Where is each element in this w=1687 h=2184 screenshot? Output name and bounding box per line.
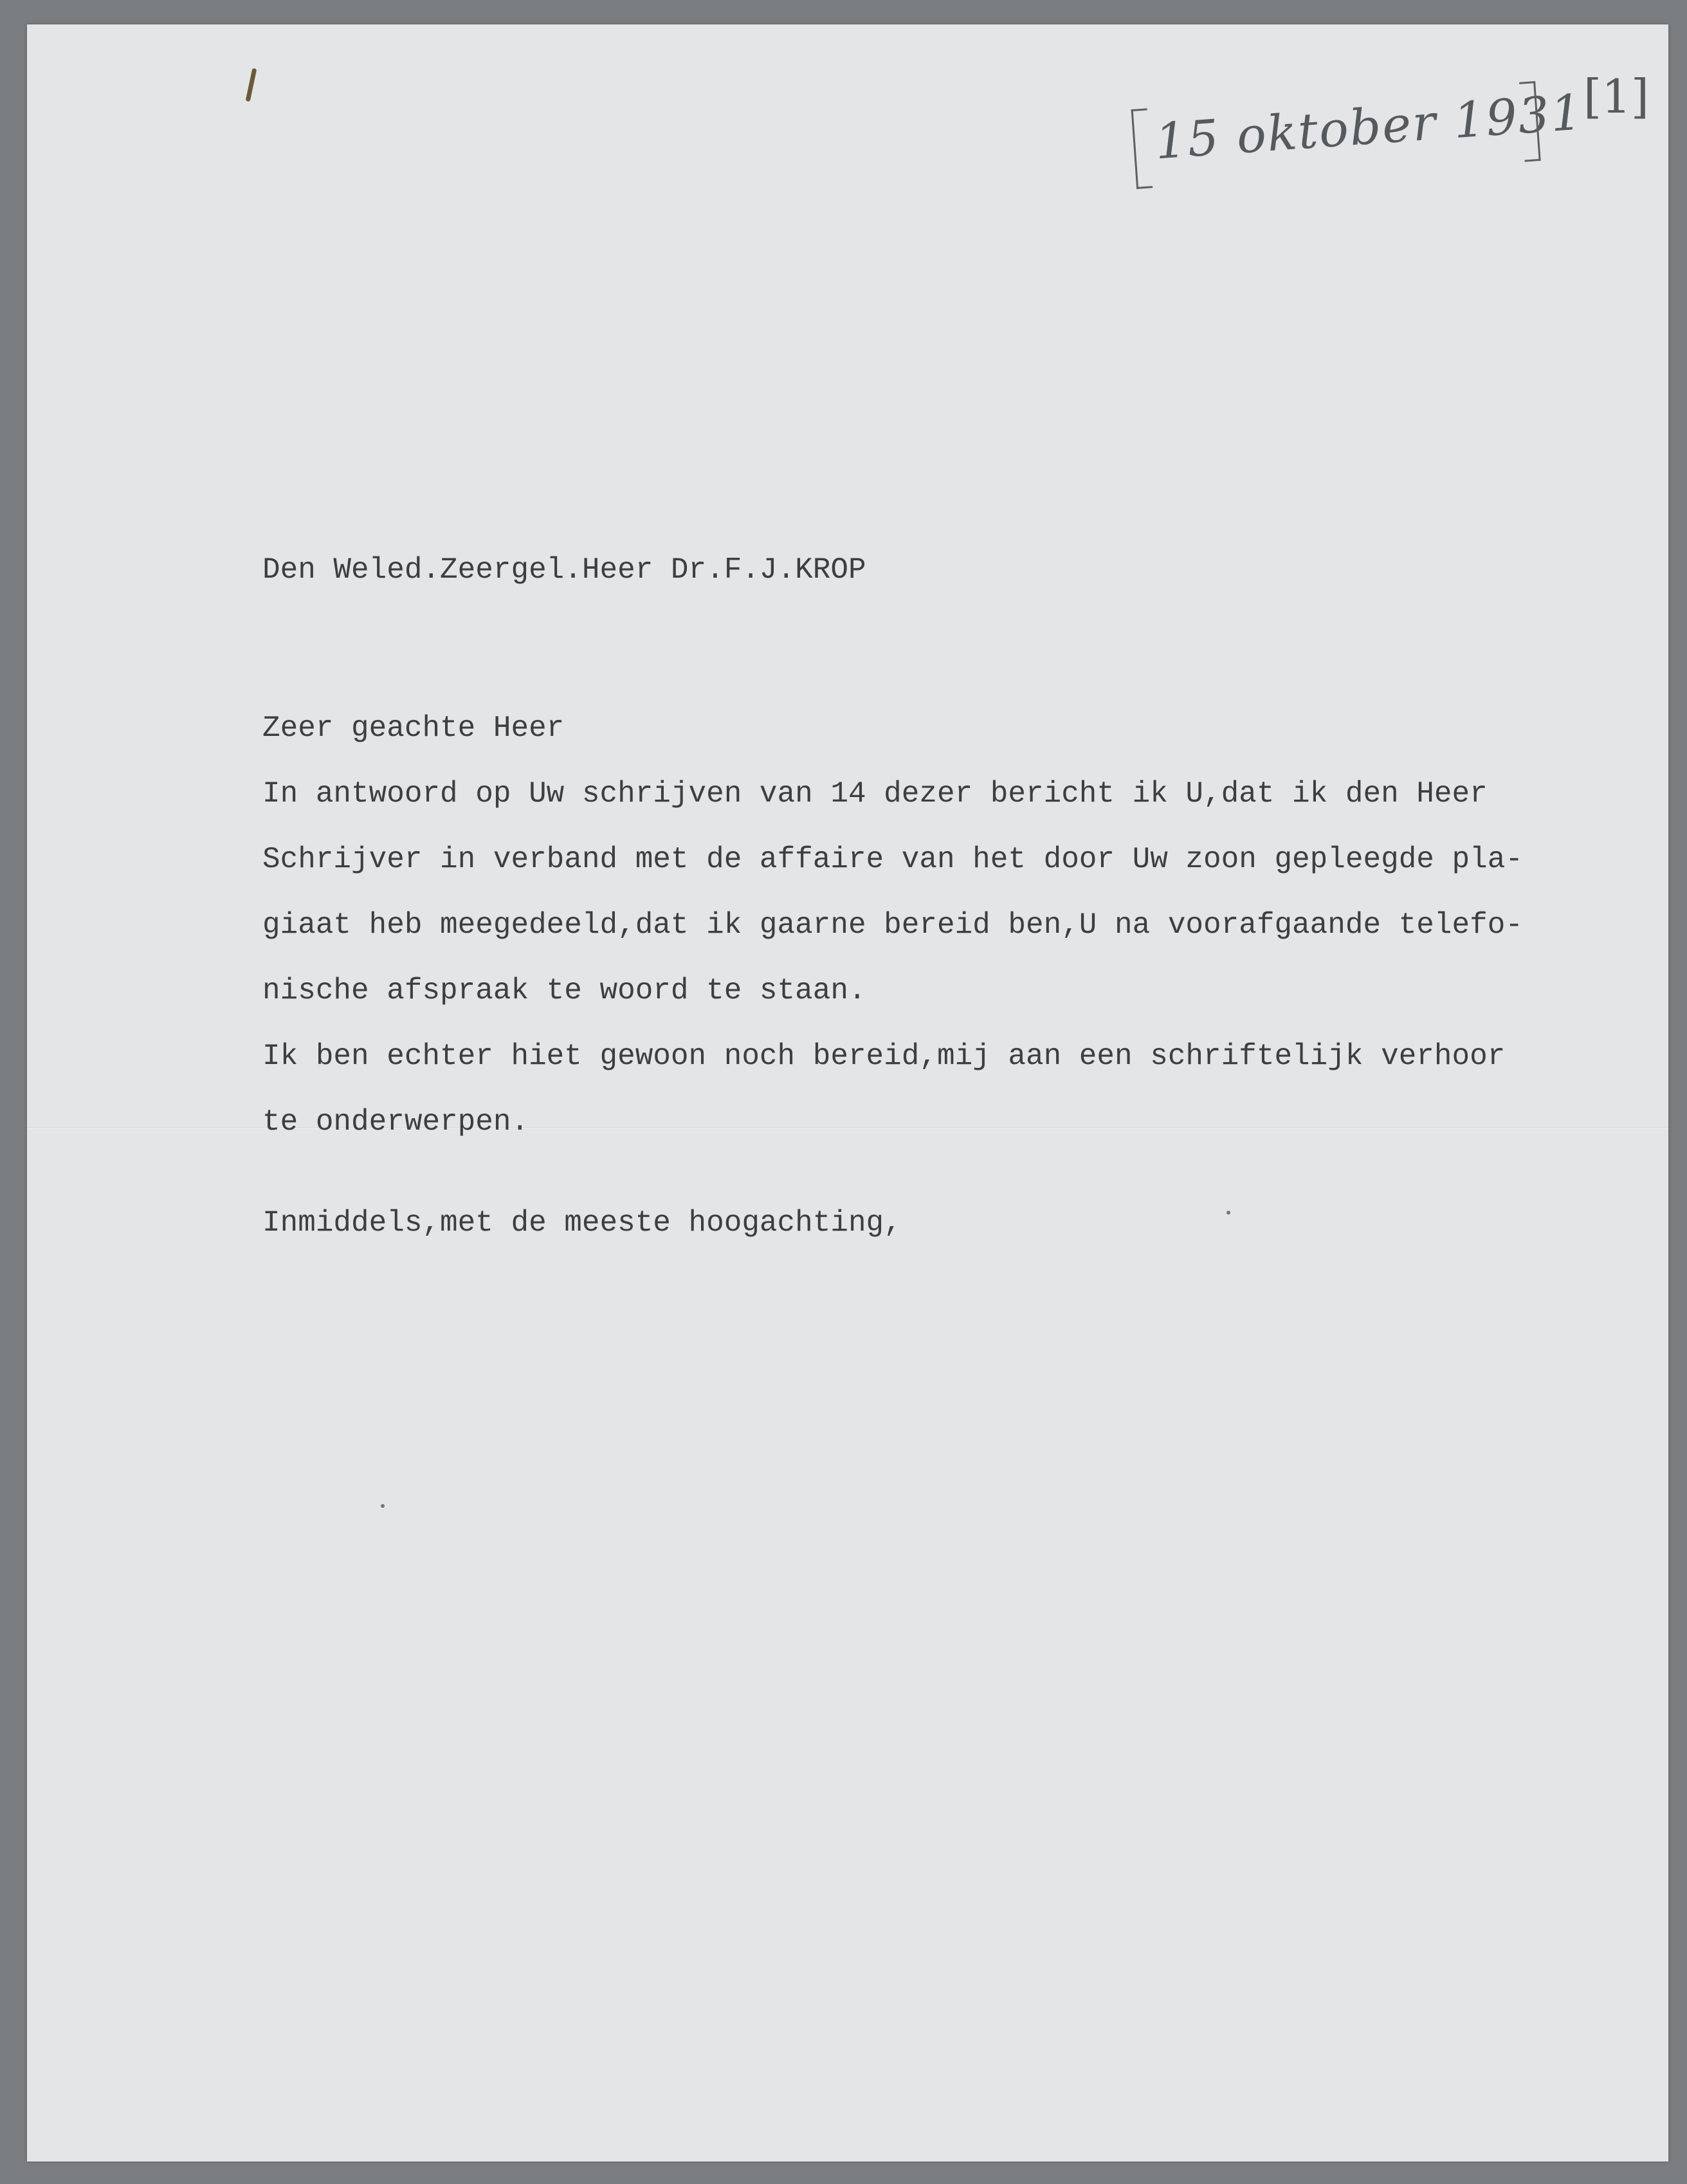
addressee-line: Den Weled.Zeergel.Heer Dr.F.J.KROP (262, 553, 866, 587)
page-number: [1] (1583, 69, 1649, 124)
body-line: nische afspraak te woord te staan. (262, 974, 866, 1007)
body-line: Schrijver in verband met de affaire van het door Uw zoon gepleegde pla- (262, 843, 1523, 876)
body-line: Ik ben echter hiet gewoon noch bereid,mij aan een schriftelijk verhoor (262, 1040, 1506, 1073)
stray-dot (381, 1504, 385, 1508)
body-line: te onderwerpen. (262, 1105, 529, 1139)
bracket-left (1131, 108, 1153, 188)
pencil-mark (246, 68, 257, 102)
stray-dot (1226, 1211, 1230, 1215)
letter-page (27, 24, 1668, 2161)
body-line: In antwoord op Uw schrijven van 14 dezer bericht ik U,dat ik den Heer (262, 777, 1488, 811)
date-note-text: 15 oktober 1931 (1153, 83, 1585, 170)
body-line: giaat heb meegedeeld,dat ik gaarne bereid ben,U na voorafgaande telefo- (262, 908, 1523, 942)
handwritten-date-note (1131, 81, 1585, 187)
closing-line: Inmiddels,met de meeste hoogachting, (262, 1206, 902, 1240)
salutation-line: Zeer geachte Heer (262, 711, 565, 745)
